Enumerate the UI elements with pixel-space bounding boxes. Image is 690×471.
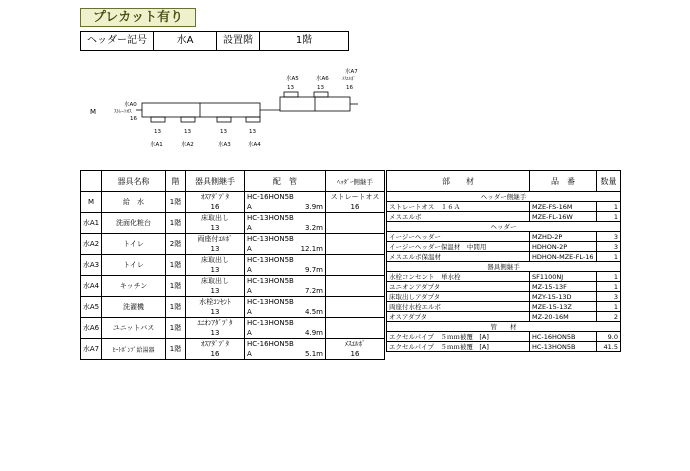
table-row: 水A2 トイレ 2階 両座付ｴﾙﾎﾞ HC-13HON5B xyxy=(81,234,385,245)
svg-text:水A4: 水A4 xyxy=(248,142,261,148)
header-symbol-label: ヘッダー記号 xyxy=(81,32,154,50)
table-row: 水A5 洗濯機 1階 水栓ｺﾝｾﾝﾄ HC-13HON5B xyxy=(81,297,385,308)
manifold-diagram xyxy=(80,55,620,165)
fixture-header-row xyxy=(81,171,385,192)
svg-text:16: 16 xyxy=(346,85,353,91)
materials-header-row xyxy=(387,171,621,192)
col-pipe: 配 管 xyxy=(245,171,326,192)
svg-text:水A5: 水A5 xyxy=(286,76,299,82)
svg-text:13: 13 xyxy=(220,129,227,135)
section-row: 器具側継手 xyxy=(387,262,621,272)
table-row-sub: 16 A 3.9m 16 xyxy=(81,202,385,213)
port-shi-a1 xyxy=(150,117,165,148)
table-row: エクセルパイプ ５ｍｍ被覆 [A] HC-13HON5B 41.5 xyxy=(387,342,621,352)
table-row: イージーヘッダー保温材 中間用 HDHON-2P 3 xyxy=(387,242,621,252)
svg-text:13: 13 xyxy=(154,129,161,135)
svg-text:13: 13 xyxy=(249,129,256,135)
port-shi-a2 xyxy=(181,117,195,148)
table-row: ユニオンアダプタ MZ-15-13F 1 xyxy=(387,282,621,292)
materials-table xyxy=(386,170,621,352)
table-row-sub: 13 A 3.2m xyxy=(81,223,385,234)
section-row: ヘッダー側継手 xyxy=(387,192,621,202)
inlet-name: 水A0 xyxy=(124,102,137,108)
table-row: 水栓コンセント 単水栓 SF1100NJ 1 xyxy=(387,272,621,282)
floor-value: 1階 xyxy=(295,35,313,46)
svg-text:ﾒｽｴﾙﾎﾞ: ﾒｽｴﾙﾎﾞ xyxy=(342,77,356,82)
col-fixture-joint: 器具側継手 xyxy=(186,171,245,192)
svg-text:13: 13 xyxy=(184,129,191,135)
table-row-sub: 13 A 7.2m xyxy=(81,286,385,297)
svg-text:水A6: 水A6 xyxy=(316,76,329,82)
col-floor: 階 xyxy=(166,171,186,192)
svg-text:水A3: 水A3 xyxy=(218,142,231,148)
table-row: 水A6 ユニットバス 1階 ﾕﾆｵﾝｱﾀﾞﾌﾟﾀ HC-13HON5B xyxy=(81,318,385,329)
header-symbol-value: 水A xyxy=(154,32,217,50)
inlet-joint: ｽﾄﾚｰﾄｵｽ xyxy=(114,109,132,115)
svg-text:水A7: 水A7 xyxy=(345,69,358,75)
table-row: 水A1 洗面化粧台 1階 床取出し HC-13HON5B xyxy=(81,213,385,224)
col-part-number: 品 番 xyxy=(530,171,597,192)
port-shi-a4 xyxy=(246,117,261,148)
section-row: ヘッダー xyxy=(387,222,621,232)
table-row: エクセルパイプ ５ｍｍ被覆 [A] HC-16HON5B 9.0 xyxy=(387,332,621,342)
col-name: 器具名称 xyxy=(102,171,166,192)
section-row: 管 材 xyxy=(387,322,621,332)
port-shi-a3 xyxy=(217,117,231,148)
table-row: イージーヘッダー MZHD-2P 3 xyxy=(387,232,621,242)
table-row-sub: 13 A 4.9m xyxy=(81,328,385,339)
table-row: オスアダプタ MZ-20-16M 2 xyxy=(387,312,621,322)
table-row: メスエルボ保温材 HDHON-MZE-FL-16 1 xyxy=(387,252,621,262)
table-row: 水A3 トイレ 1階 床取出し HC-13HON5B xyxy=(81,255,385,266)
header-info-row xyxy=(80,31,349,51)
table-row-sub: 13 A 12.1m xyxy=(81,244,385,255)
svg-text:水A1: 水A1 xyxy=(150,142,163,148)
col-material: 部 材 xyxy=(387,171,530,192)
page-title: プレカット有り xyxy=(80,8,196,27)
table-row: 床取出しアダプタ MZY-15-13D 3 xyxy=(387,292,621,302)
inlet-size: 16 xyxy=(130,116,137,122)
manifold-lower-body xyxy=(142,103,260,117)
col-quantity: 数量 xyxy=(597,171,621,192)
svg-text:水A2: 水A2 xyxy=(181,142,194,148)
svg-text:13: 13 xyxy=(287,85,294,91)
table-row: 両座付水栓エルボ MZE-15-13Z 1 xyxy=(387,302,621,312)
col-code xyxy=(81,171,102,192)
fixture-table xyxy=(80,170,385,360)
table-row: 水A4 キッチン 1階 床取出し HC-13HON5B xyxy=(81,276,385,287)
table-row-sub: 13 A 4.5m xyxy=(81,307,385,318)
table-row-sub: 16 A 5.1m 16 xyxy=(81,349,385,360)
table-row: 水A7 ﾋｰﾄﾎﾟﾝﾌﾟ給湯器 1階 ｵｽｱﾀﾞﾌﾟﾀ HC-16HON5B ﾒｽｴﾙﾎﾞ xyxy=(81,339,385,350)
diagram-m-label: M xyxy=(90,108,97,116)
table-row-sub: 13 A 9.7m xyxy=(81,265,385,276)
port-shi-a5 xyxy=(284,74,299,97)
floor-label: 設置階 xyxy=(217,32,260,50)
port-shi-a6 xyxy=(314,74,329,97)
table-row: メスエルボ MZE-FL-16W 1 xyxy=(387,212,621,222)
svg-text:13: 13 xyxy=(317,85,324,91)
table-row: ストレートオス １６Ａ MZE-FS-16M 1 xyxy=(387,202,621,212)
col-header-joint: ﾍｯﾀﾞｰ側継手 xyxy=(326,171,385,192)
table-row: M 給 水 1階 ｵｽｱﾀﾞﾌﾟﾀ HC-16HON5B ストレートオス xyxy=(81,192,385,203)
